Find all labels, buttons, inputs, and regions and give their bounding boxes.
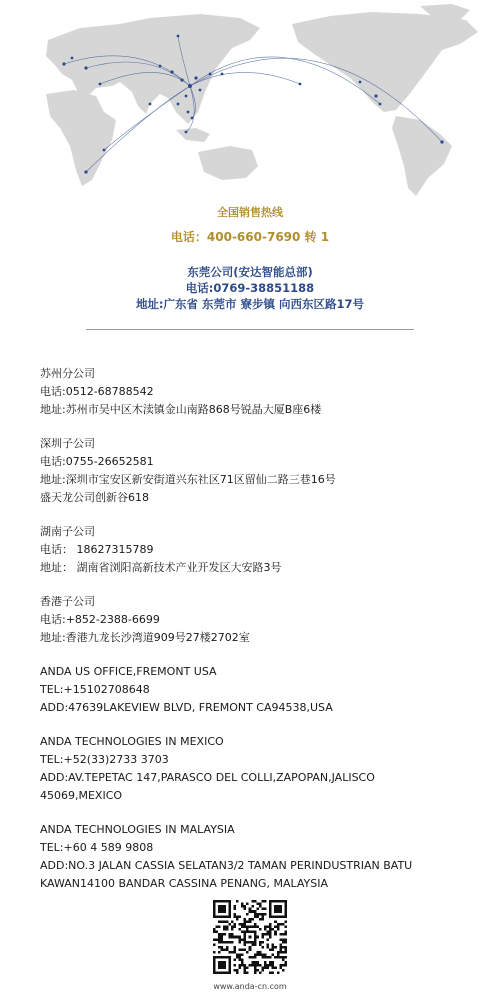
hotline-title: 全国销售热线 — [217, 206, 283, 219]
office-address: 地址:深圳市宝安区新安街道兴东社区71区留仙二路三巷16号 — [40, 473, 336, 486]
office-hunan — [40, 523, 480, 577]
sales-hotline — [0, 206, 500, 246]
hq-name: 东莞公司(安达智能总部) — [187, 265, 313, 279]
office-phone: 电话:0512-68788542 — [40, 385, 154, 398]
office-address: 地址： 湖南省浏阳高新技术产业开发区大安路3号 — [40, 561, 282, 574]
office-phone: TEL:+15102708648 — [40, 683, 150, 696]
office-address: ADD:47639LAKEVIEW BLVD, FREMONT CA94538,USA — [40, 701, 333, 714]
headquarters — [0, 264, 500, 312]
office-address-cont: 45069,MEXICO — [40, 789, 123, 802]
office-list — [40, 365, 480, 909]
office-malaysia — [40, 821, 480, 893]
office-name: 香港子公司 — [40, 595, 95, 608]
office-address-cont: KAWAN14100 BANDAR CASSINA PENANG, MALAYSIA — [40, 877, 328, 890]
office-address-cont: 盛天龙公司创新谷618 — [40, 491, 149, 504]
office-hongkong — [40, 593, 480, 647]
website-url: www.anda-cn.com — [213, 982, 287, 991]
office-phone: 电话:0755-26652581 — [40, 455, 154, 468]
office-address: ADD:AV.TEPETAC 147,PARASCO DEL COLLI,ZAPOPAN,JALISCO — [40, 771, 375, 784]
office-address: 地址:香港九龙长沙湾道909号27楼2702室 — [40, 631, 250, 644]
office-name: ANDA US OFFICE,FREMONT USA — [40, 665, 217, 678]
office-phone: 电话:+852-2388-6699 — [40, 613, 160, 626]
office-phone: TEL:+52(33)2733 3703 — [40, 753, 169, 766]
office-shenzhen — [40, 435, 480, 507]
hq-phone: 电话:0769-38851188 — [185, 281, 315, 295]
office-address: ADD:NO.3 JALAN CASSIA SELATAN3/2 TAMAN PERINDUSTRIAN BATU — [40, 859, 413, 872]
qr-code-icon — [213, 900, 287, 974]
office-name: 深圳子公司 — [40, 437, 95, 450]
office-phone: 电话： 18627315789 — [40, 543, 154, 556]
hq-address: 地址:广东省 东莞市 寮步镇 向西东区路17号 — [135, 297, 365, 311]
hotline-phone: 电话：400-660-7690 转 1 — [170, 230, 330, 244]
office-name: 湖南子公司 — [40, 525, 95, 538]
office-address: 地址:苏州市吴中区木渎镇金山南路868号锐晶大厦B座6楼 — [40, 403, 322, 416]
office-phone: TEL:+60 4 589 9808 — [40, 841, 154, 854]
office-suzhou — [40, 365, 480, 419]
office-name: 苏州分公司 — [40, 367, 95, 380]
office-name: ANDA TECHNOLOGIES IN MALAYSIA — [40, 823, 235, 836]
world-map — [0, 0, 500, 200]
office-mexico — [40, 733, 480, 805]
office-name: ANDA TECHNOLOGIES IN MEXICO — [40, 735, 224, 748]
divider — [86, 329, 414, 330]
office-us — [40, 663, 480, 717]
world-map-land — [46, 4, 478, 196]
